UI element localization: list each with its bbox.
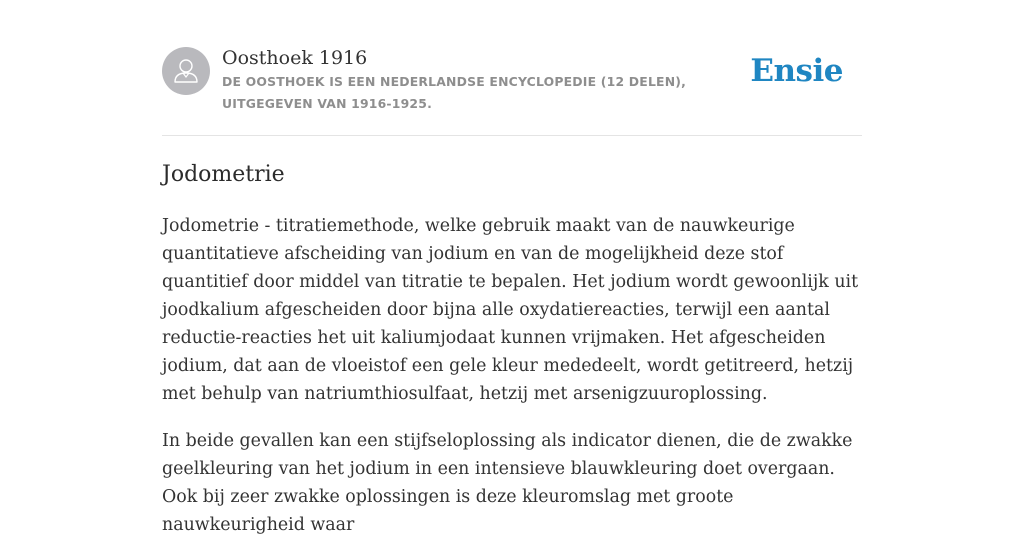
user-silhouette-icon: [162, 47, 210, 95]
article-body: [162, 212, 872, 558]
source-description: DE OOSTHOEK IS EEN NEDERLANDSE ENCYCLOPEDIE (12 DELEN), UITGEGEVEN VAN 1916-1925.: [222, 74, 687, 111]
article-paragraph: Jodometrie - titratiemethode, welke gebruik maakt van de nauwkeurige quantitatieve afscheiding van jodium en van de mogelijkheid deze stof quantitief door middel van titratie te bepalen. Het jodium wordt gewoonlijk uit joodkalium afgescheiden door bijna alle oxydatiereacties, terwijl een aantal reductie-reacties het uit kaliumjodaat kunnen vrijmaken. Het afgescheiden jodium, dat aan de vloeistof een gele kleur mededeelt, wordt getitreerd, hetzij met behulp van natriumthiosulfaat, hetzij met arsenigzuuroplossing.: [162, 216, 859, 404]
article-paragraph: In beide gevallen kan een stijfseloplossing als indicator dienen, die de zwakke geelkleuring van het jodium in een intensieve blauwkleuring doet overgaan. Ook bij zeer zwakke oplossingen is deze kleuromslag met groote nauwkeurigheid waar: [162, 431, 853, 535]
ensie-logo[interactable]: Ensie: [750, 53, 843, 89]
header-divider: [162, 135, 862, 136]
article-title: Jodometrie: [162, 162, 285, 187]
source-header: [162, 46, 862, 116]
source-title[interactable]: Oosthoek 1916: [222, 47, 368, 69]
avatar[interactable]: [162, 47, 210, 95]
